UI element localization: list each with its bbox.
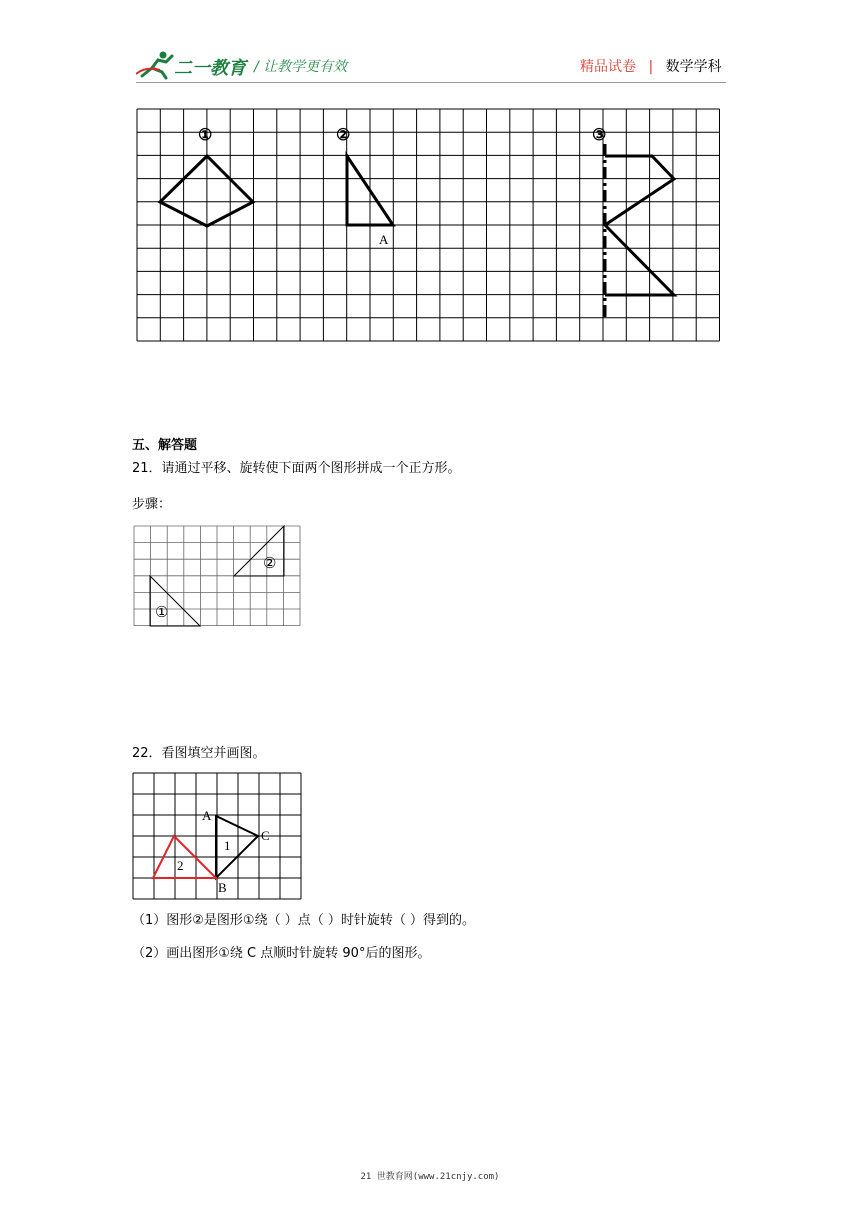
q22-triangle-1 [216, 816, 258, 878]
header-separator: | [648, 59, 654, 75]
label-shape-3: ③ [592, 127, 607, 144]
q22-grid-figure [132, 772, 302, 900]
q21-label-1: ① [155, 605, 169, 621]
label-shape-1: ① [198, 127, 213, 144]
q22-label-c: C [261, 828, 270, 843]
q21-triangle-2 [234, 526, 284, 576]
top-grid-lines [137, 109, 720, 341]
q22-label-b: B [218, 880, 227, 895]
header-rule [136, 82, 726, 83]
question-22-text: 22．看图填空并画图。 [132, 746, 266, 761]
logo-text: 二一教育 [174, 58, 246, 79]
question-21-steps-label: 步骤： [132, 497, 172, 512]
q22-label-2: 2 [177, 858, 184, 873]
question-22-sub2: （2）画出图形①绕 C 点顺时针旋转 90°后的图形。 [132, 946, 431, 961]
question-22-sub1: （1）图形②是图形①绕（ ）点（ ）时针旋转（ ）得到的。 [132, 913, 475, 928]
top-grid-figure [136, 107, 722, 343]
header-label-paper: 精品试卷 [580, 59, 636, 75]
point-a-label: A [379, 232, 389, 247]
footer-text: 21 世教育网(www.21cnjy.com) [360, 1172, 500, 1182]
header-logo [136, 50, 246, 80]
header-slogan: / 让教学更有效 [254, 59, 348, 75]
section-title: 五、解答题 [132, 438, 198, 453]
q22-label-1: 1 [224, 838, 231, 853]
header-label-subject: 数学学科 [665, 59, 722, 75]
q22-label-a: A [202, 808, 212, 823]
runner-logo-icon [136, 50, 176, 80]
q21-grid-figure [133, 525, 301, 627]
header-right [580, 56, 722, 76]
q21-label-2: ② [263, 556, 277, 572]
label-shape-2: ② [336, 127, 351, 144]
question-21-text: 21．请通过平移、旋转使下面两个图形拼成一个正方形。 [132, 461, 461, 476]
